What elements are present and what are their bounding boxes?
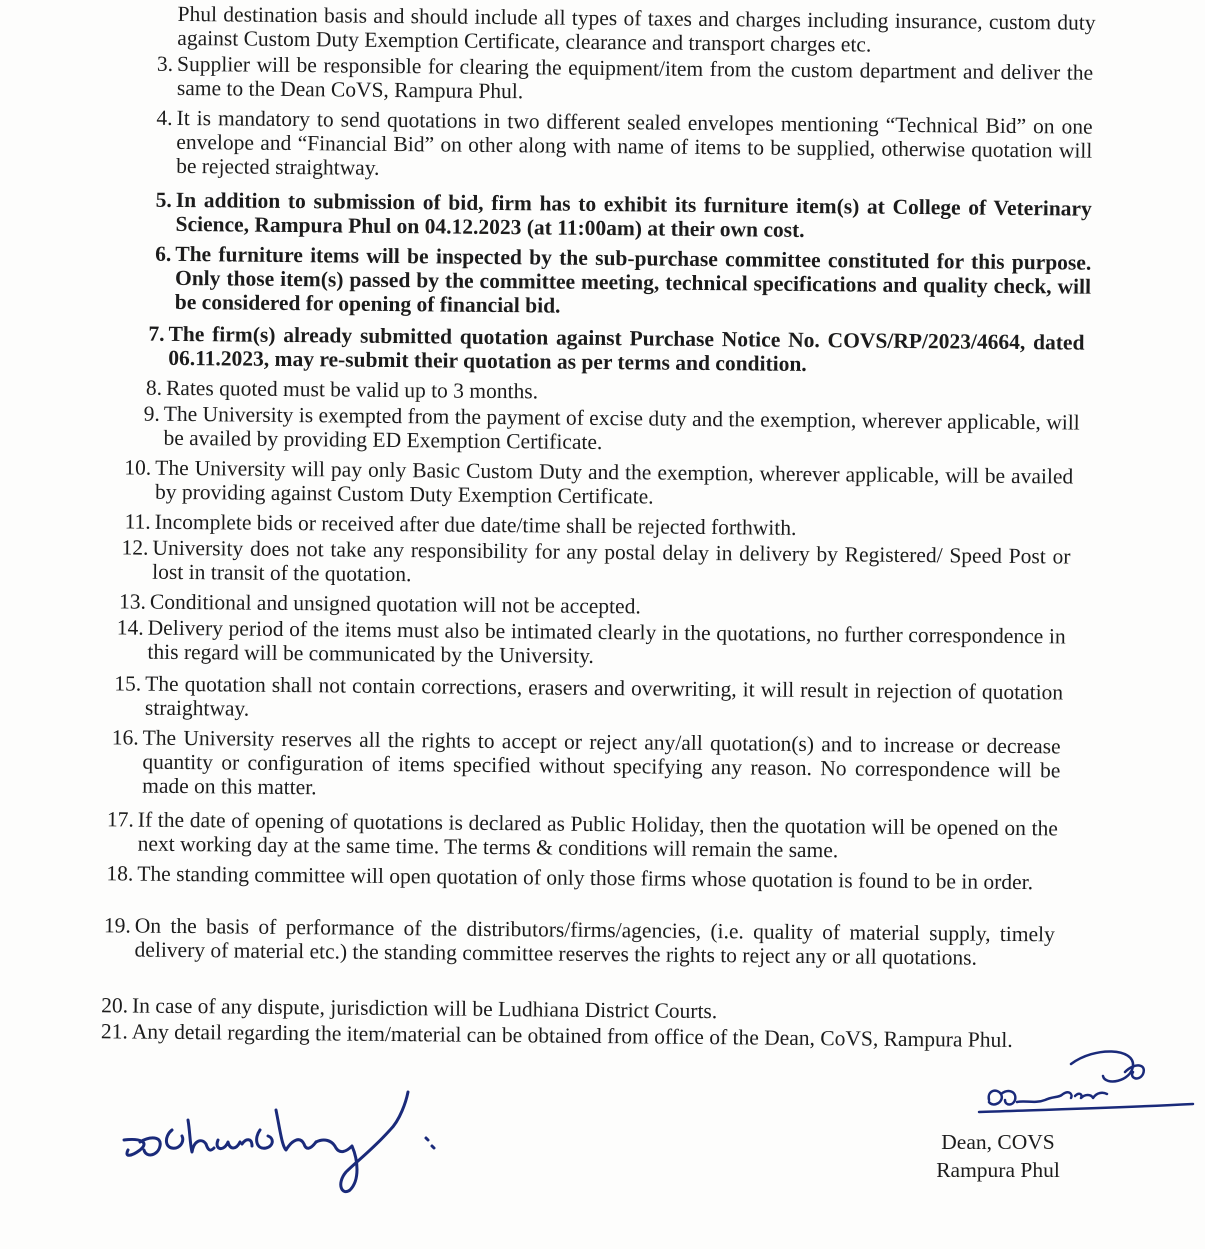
item-text: The furniture items will be inspected by the sub-purchase committee constituted for this purpose. Only those item(s) passed by the committee meeting, technical specifications and quality check, will be considered for opening of financial bid.: [174, 241, 1092, 318]
item-number: 19.: [103, 913, 131, 938]
item-text: Conditional and unsigned quotation will not be accepted.: [149, 589, 641, 619]
list-item-14: [103, 615, 1065, 672]
item-number: 17.: [106, 807, 134, 832]
item-text: It is mandatory to send quotations in two different sealed envelopes mentioning “Technical Bid” on one envelope and “Financial Bid” on other along with name of items to be supplied, otherwise quotation will be rejected straightway.: [176, 105, 1093, 180]
list-item-16: [98, 725, 1061, 806]
list-item-5: [131, 187, 1091, 244]
list-item-4: [132, 105, 1093, 186]
item-text: The quotation shall not contain corrections, erasers and overwriting, it will result in rejection of quotation straightway.: [144, 671, 1064, 721]
list-item-15: [101, 671, 1063, 728]
item-text: If the date of opening of quotations is declared as Public Holiday, then the quotation will be opened on the next working day at the same time. The terms & conditions will remain the same.: [137, 807, 1058, 863]
signatory-title: Dean, COVS: [941, 1130, 1055, 1154]
item-text: On the basis of performance of the distributors/firms/agencies, (i.e. quality of material supply, timely delivery of material etc.) the standing committee reserves the rights to reject any or all quotations.: [134, 913, 1055, 970]
item-number: 14.: [116, 615, 144, 640]
item-number: 6.: [155, 241, 172, 266]
item-text: Supplier will be responsible for clearing the equipment/item from the custom department and deliver the same to the Dean CoVS, Rampura Phul.: [176, 51, 1094, 104]
item-text: In addition to submission of bid, firm has to exhibit its furniture item(s) at College of Veterinary Science, Rampura Phul on 04.12.2023 (at 11:00am) at their own cost.: [175, 187, 1092, 242]
item-number: 20.: [101, 993, 129, 1018]
list-item-12: [108, 535, 1070, 592]
item-number: 5.: [155, 187, 172, 212]
list-item-18: [93, 861, 1057, 894]
item-number: 13.: [118, 589, 147, 614]
item-text: The University reserves all the rights to accept or reject any/all quotation(s) and to increase or decrease quantity or configuration of items specified without specifying any reason. No correspondence will be made on this matter.: [142, 725, 1061, 800]
item-text: The firm(s) already submitted quotation against Purchase Notice No. COVS/RP/2023/4664, dated 06.11.2023, may re-submit their quotation as per terms and condition.: [168, 321, 1085, 376]
item-text: Any detail regarding the item/material can be obtained from office of the Dean, CoVS, Rampura Phul.: [131, 1019, 1013, 1052]
list-item-7: [124, 321, 1084, 378]
item-text: University does not take any responsibility for any postal delay in delivery by Registered/ Speed Post or lost in transit of the quotation.: [152, 535, 1071, 587]
item-number: 11.: [124, 509, 151, 534]
item-number: 7.: [148, 321, 165, 346]
item-number: 3.: [156, 51, 174, 76]
item-number: 21.: [100, 1019, 128, 1044]
item-text: In case of any dispute, jurisdiction will be Ludhiana District Courts.: [131, 993, 718, 1024]
item-text: Rates quoted must be valid up to 3 months.: [165, 375, 539, 404]
handwritten-signature-left: [110, 1080, 440, 1200]
item-text: Delivery period of the items must also be intimated clearly in the quotations, no further correspondence in this regard will be communicated by the University.: [147, 615, 1066, 668]
item-text: The standing committee will open quotation of only those firms whose quotation is found to be in order.: [137, 861, 1034, 895]
item-number: 18.: [106, 861, 134, 886]
list-item-19: [91, 913, 1055, 970]
item-number: 10.: [124, 455, 152, 480]
item-text: Incomplete bids or received after due date/time shall be rejected forthwith.: [154, 509, 797, 540]
list-item-10: [111, 455, 1073, 512]
item-number: 4.: [156, 105, 173, 130]
signatory-place: Rampura Phul: [936, 1158, 1060, 1182]
item-number: 16.: [111, 725, 139, 750]
signatory-block: [918, 1128, 1078, 1184]
list-item-6: [131, 241, 1092, 322]
handwritten-signature-right: [975, 1042, 1195, 1122]
list-item-17: [94, 807, 1058, 864]
item-number: 15.: [114, 671, 142, 696]
list-item-3: [133, 51, 1093, 108]
item-number: 8.: [145, 375, 163, 400]
item-number: 9.: [143, 401, 160, 426]
item-text: The University will pay only Basic Custom Duty and the exemption, wherever applicable, will be availed by providing against Custom Duty Exemption Certificate.: [154, 455, 1074, 509]
continued-paragraph: Phul destination basis and should include all types of taxes and charges including insurance, custom duty against Custom Duty Exemption Certificate, clearance and transport charges etc.: [177, 1, 1096, 57]
item-text: The University is exempted from the payment of excise duty and the exemption, wherever applicable, will be availed by providing ED Exemption Certificate.: [163, 401, 1080, 455]
list-item-9: [119, 401, 1079, 458]
item-number: 12.: [121, 535, 149, 560]
